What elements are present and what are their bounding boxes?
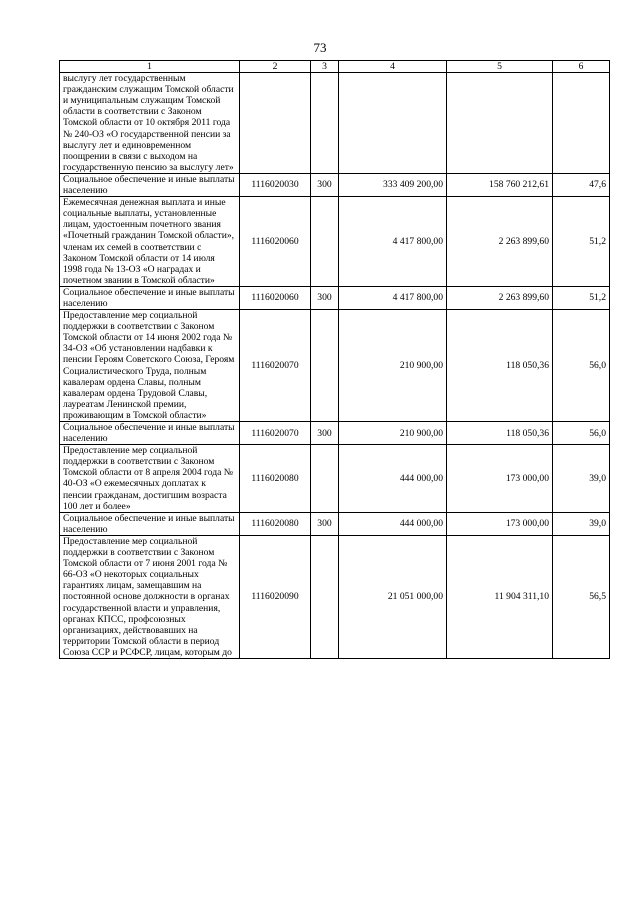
column-header: 1: [60, 61, 240, 73]
page-number: 73: [313, 40, 327, 55]
row-exec: 158 760 212,61: [447, 173, 553, 196]
row-pct: [553, 73, 610, 174]
row-exec: 118 050,36: [447, 422, 553, 445]
row-exec: [447, 73, 553, 174]
row-plan: 333 409 200,00: [339, 173, 447, 196]
row-type: 300: [311, 286, 339, 309]
column-header: 6: [553, 61, 610, 73]
row-type: 300: [311, 512, 339, 535]
row-description: выслугу лет государственным гражданским служащим Томской области и муниципальным служащим Томской области в соответствии с Законом Томской области от 10 октября 2011 года № 240-ОЗ «О государственной пенсии за выслугу лет и единовременном поощрении в связи с выходом на государственную пенсию за выслугу лет»: [60, 73, 240, 174]
row-plan: 21 051 000,00: [339, 535, 447, 658]
table-row: [60, 197, 610, 287]
table-row: [60, 173, 610, 196]
table-row: [60, 535, 610, 658]
row-type: [311, 197, 339, 287]
row-exec: 2 263 899,60: [447, 286, 553, 309]
row-description: Социальное обеспечение и иные выплаты населению: [60, 286, 240, 309]
row-pct: 51,2: [553, 197, 610, 287]
column-header: 2: [240, 61, 311, 73]
table-row: [60, 310, 610, 422]
row-code: 1116020060: [240, 286, 311, 309]
row-exec: 118 050,36: [447, 310, 553, 422]
row-type: [311, 535, 339, 658]
row-pct: 56,0: [553, 310, 610, 422]
row-description: Ежемесячная денежная выплата и иные социальные выплаты, установленные лицам, удостоенным почетного звания «Почетный гражданин Томской области», членам их семей в соответствии с Законом Томской области от 14 июля 1998 года № 13-ОЗ «О наградах и почетном звании в Томской области»: [60, 197, 240, 287]
row-description: Предоставление мер социальной поддержки в соответствии с Законом Томской области от 7 июня 2001 года № 66-ОЗ «О некоторых социальных гарантиях лицам, замещавшим на постоянной основе должности в органах государственной власти и управления, органах КПСС, профсоюзных организациях, действовавших на территории Томской области в период Союза ССР и РСФСР, лицам, которым до: [60, 535, 240, 658]
row-description: Предоставление мер социальной поддержки в соответствии с Законом Томской области от 8 апреля 2004 года № 40-ОЗ «О ежемесячных доплатах к пенсии гражданам, достигшим возраста 100 лет и более»: [60, 445, 240, 513]
row-type: 300: [311, 422, 339, 445]
table-row: [60, 512, 610, 535]
row-plan: 210 900,00: [339, 310, 447, 422]
row-code: 1116020070: [240, 422, 311, 445]
row-plan: 444 000,00: [339, 445, 447, 513]
row-type: [311, 445, 339, 513]
column-number-row: [60, 61, 610, 73]
row-type: 300: [311, 173, 339, 196]
column-header: 3: [311, 61, 339, 73]
row-code: 1116020080: [240, 445, 311, 513]
row-pct: 51,2: [553, 286, 610, 309]
row-type: [311, 310, 339, 422]
row-exec: 173 000,00: [447, 445, 553, 513]
column-header: 5: [447, 61, 553, 73]
row-plan: [339, 73, 447, 174]
row-pct: 56,5: [553, 535, 610, 658]
row-exec: 2 263 899,60: [447, 197, 553, 287]
row-pct: 39,0: [553, 445, 610, 513]
column-header: 4: [339, 61, 447, 73]
row-plan: 4 417 800,00: [339, 286, 447, 309]
row-code: 1116020090: [240, 535, 311, 658]
row-description: Социальное обеспечение и иные выплаты населению: [60, 512, 240, 535]
row-plan: 210 900,00: [339, 422, 447, 445]
row-pct: 39,0: [553, 512, 610, 535]
row-type: [311, 73, 339, 174]
row-code: 1116020060: [240, 197, 311, 287]
table-row: [60, 286, 610, 309]
row-code: 1116020030: [240, 173, 311, 196]
row-exec: 173 000,00: [447, 512, 553, 535]
row-exec: 11 904 311,10: [447, 535, 553, 658]
table-row: [60, 73, 610, 174]
table-row: [60, 422, 610, 445]
table-row: [60, 445, 610, 513]
row-pct: 56,0: [553, 422, 610, 445]
row-code: [240, 73, 311, 174]
row-pct: 47,6: [553, 173, 610, 196]
row-plan: 4 417 800,00: [339, 197, 447, 287]
row-description: Социальное обеспечение и иные выплаты населению: [60, 422, 240, 445]
row-plan: 444 000,00: [339, 512, 447, 535]
row-code: 1116020070: [240, 310, 311, 422]
budget-table: [59, 60, 610, 659]
row-description: Социальное обеспечение и иные выплаты населению: [60, 173, 240, 196]
row-code: 1116020080: [240, 512, 311, 535]
row-description: Предоставление мер социальной поддержки в соответствии с Законом Томской области от 14 июня 2002 года № 34-ОЗ «Об установлении надбавки к пенсии Героям Советского Союза, Героям Социалистического Труда, полным кавалерам ордена Славы, полным кавалерам ордена Трудовой Славы, лауреатам Ленинской премии, проживающим в Томской области»: [60, 310, 240, 422]
